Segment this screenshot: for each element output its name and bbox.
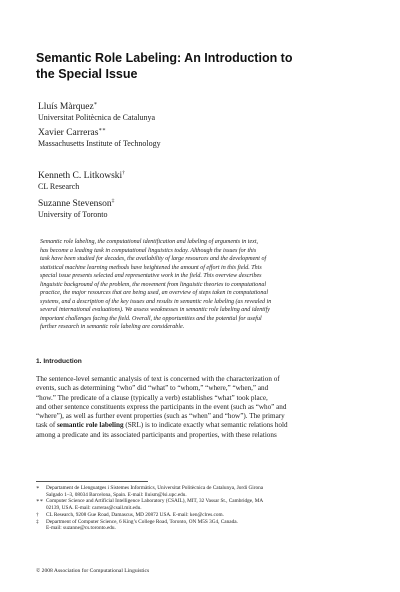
author-name: Lluís Màrquez∗ [38,101,98,112]
body-line: and other sentence constituents express the participants in the event (such as “who” and [36,402,287,411]
author-block [38,195,368,220]
author-name: Xavier Carreras∗∗ [38,127,106,138]
copyright-notice: © 2008 Association for Computational Linguistics [36,568,150,574]
author-affiliation: CL Research [38,182,80,191]
paper-title [36,50,366,82]
abstract-line: statistical machine learning methods have heightened the amount of effort in this field. This [40,264,262,271]
footnote-mark: ∗∗ [36,498,44,505]
footnote [36,498,366,511]
abstract [40,238,366,332]
abstract-line: task have been studied for decades, the availability of large resources and the development of [40,256,267,262]
abstract-line: special issue presents selected and representative work in the field. This overview describes [40,273,262,279]
section-heading: 1. Introduction [36,358,82,365]
author-name: Kenneth C. Litkowski† [38,170,125,181]
footnote [36,485,366,498]
paper-title-line: Semantic Role Labeling: An Introduction to [36,51,293,65]
author-block [38,98,368,123]
body-line: The sentence-level semantic analysis of text is concerned with the characterization of [36,375,280,383]
footnote-mark: ∗ [36,485,40,491]
abstract-line: linguistic background of the problem, the movement from linguistic theories to computational [40,281,267,288]
footnote-divider [36,481,148,482]
footnote-line: CL Research, 9208 Gue Road, Damascus, MD 20872 USA. E-mail: ken@clres.com. [46,511,224,518]
author-block [38,124,368,149]
body-line: “where”), as well as further event properties (such as “when” and “how”). The primary [36,412,285,421]
footnote-line: Department of Computer Science, 6 King’s College Road, Toronto, ON M5S 3G4, Canada. [46,518,238,525]
author-affiliation: Massachusetts Institute of Technology [38,139,161,148]
footnote-mark: ‡ [36,518,39,525]
author-affiliation: University of Toronto [38,210,108,219]
abstract-line: practice, the major resources that are being used, an overview of steps taken in computational [40,290,269,296]
body-line: task of semantic role labeling (SRL) is to indicate exactly what semantic relations hold [36,421,288,430]
footnote-line: Departament de Llenguatges i Sistemes Informàtics, Universitat Politècnica de Catalunya, Jordi Girona [46,485,264,491]
author-name: Suzanne Stevenson‡ [38,198,115,209]
footnote-mark: † [36,511,39,518]
footnote [36,512,366,519]
body-line: “how.” The predicate of a clause (typically a verb) establishes “what” took place, [36,393,268,402]
footnote-line: Salgado 1–3, 08034 Barcelona, Spain. E-mail: lluism@lsi.upc.edu. [46,491,187,498]
abstract-line: further research in semantic role labeling are considerable. [40,324,185,330]
footnote-line: Computer Science and Artificial Intelligence Laboratory (CSAIL), MIT, 32 Vassar St., Cambridge, MA [46,498,264,505]
body-line: events, such as determining “who” did “what” to “whom,” “where,” “when,” and [36,384,269,393]
body-line: among a predicate and its associated participants and properties, with these relations [36,430,277,439]
footnote-line: 02139, USA. E-mail: carreras@csail.mit.edu. [46,505,142,512]
abstract-line: has become a leading task in computational linguistics today. Although the issues for this [40,247,257,254]
footnote-line: E-mail: suzanne@cs.toronto.edu. [46,525,116,532]
abstract-line: several international evaluations). We assess weaknesses in semantic role labeling and identify [40,307,270,313]
footnotes [36,485,366,532]
intro-paragraph [36,375,366,440]
author-block [38,167,368,192]
abstract-line: Semantic role labeling, the computational identification and labeling of arguments in text, [40,239,259,245]
footnote [36,519,366,532]
paper-title-line: the Special Issue [36,67,138,81]
abstract-line: important challenges facing the field. Overall, the opportunities and the potential for useful [40,315,262,322]
abstract-line: systems, and a description of the key issues and results in semantic role labeling (as revealed in [40,298,272,305]
author-affiliation: Universitat Politècnica de Catalunya [38,113,156,122]
srl-term: semantic role labeling [57,421,124,430]
